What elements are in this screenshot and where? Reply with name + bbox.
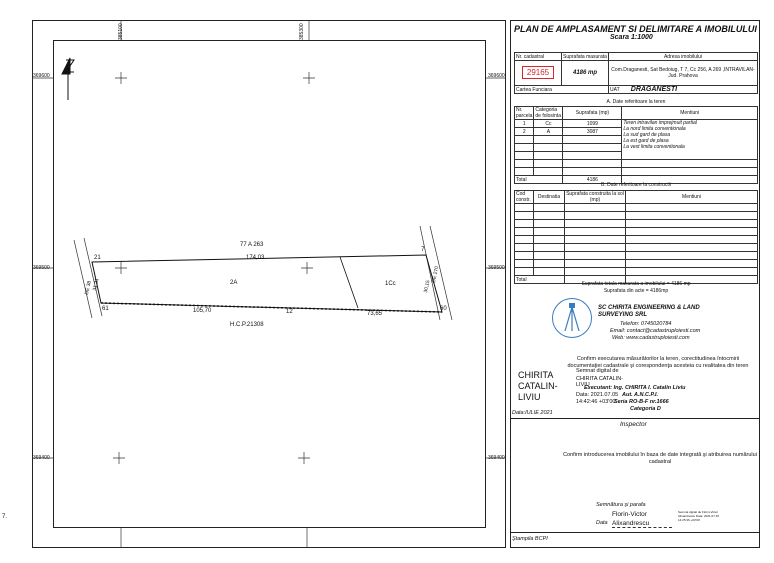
construction-table [514,190,758,284]
a-note: La vest limita conventionala [623,144,685,150]
point-12: 12 [286,309,293,315]
right-coord-top: 369600 [488,73,505,79]
section-b-title: B. Date referitoare la constructii [600,182,672,188]
measured-total: Suprafata totala masurata a imobilului = 4186 mp [581,281,691,287]
north-arrow-icon [62,58,74,100]
a-note: La sud gard de plasa [623,132,671,138]
road-right-label: DE 270 [431,265,441,284]
stamp-divider [510,532,760,533]
executant-signature-name: CHIRITA CATALIN-LIVIU [518,370,558,402]
land-data-table [514,106,758,184]
point-21: 21 [94,255,101,261]
b-header-dest: Destinatia [534,191,565,204]
sig-small-2: CHIRITA CATALIN-LIVIU [576,376,624,388]
parcel-zone-cc: 1Cc [385,281,396,287]
cf-label: Cartea Funciara [515,86,609,94]
bottom-len-right: 73,65 [367,311,383,317]
right-coord-bot: 369400 [488,455,505,461]
left-coord-top: 369600 [33,73,50,79]
company-phone: Telefon: 0745020784 [620,321,672,327]
col-surface: Suprafata masurata [563,53,607,60]
sig-time: 14:42:46 +03'00' [576,399,617,405]
section-a-title: A. Date referitoare la teren [606,99,666,105]
a-total-label: Total [515,176,563,184]
table-row: 1 Cc 1099 Teren intravilan imprejmuit partial La nord limita conventionala La sud gard de plasa La est gard de plasa La vest limita conventionala [515,120,758,128]
company-logo [552,298,592,338]
a-header-cat: Categoria de folosinta [535,107,561,119]
point-7: 7 [421,247,425,253]
a-header-ment: Mentiuni [622,107,758,120]
b-header-cod: Cod constr. [515,191,534,204]
parcel-top-label: 77 A 263 [240,242,264,248]
uat-value: DRAGANESTI [630,85,678,93]
a-header-nr: Nr. parcela [516,107,533,119]
b-header-sup: Suprafata construita la sol (mp) [566,191,624,203]
table-row: 2 A 3087 [515,128,758,136]
a-note: Teren intravilan imprejmuit partial [623,120,697,126]
sig-small-1: Semnat digital de [576,368,619,374]
panel-title: PLAN DE AMPLASAMENT SI DELIMITARE A IMOBILULUI [514,24,757,34]
surface-value: 4186 mp [562,61,609,86]
executant: Executant: Ing. CHIRITA I. Catalin Liviu [584,385,686,391]
inspector-signature-name: Florin-Victor Alixandrescu [612,511,650,527]
parcel-zone-a: 2A [230,280,238,286]
uat-label: UAT [610,86,620,93]
date-label: Data:IULIE 2021 [512,410,553,416]
company-name: SC CHIRITA ENGINEERING & LAND SURVEYING SRL [598,305,700,318]
parcel-left-length: 31,31 [92,277,101,292]
grid-crosses [113,72,315,464]
surveyor-icon [553,299,591,337]
a-total-value: 4186 [563,176,622,184]
a-note: La est gard de plasa [623,138,669,144]
col-cadastral: Nr. cadastral [515,53,562,61]
confirm-text: Confirm executarea măsurătorilor la teren, corectitudinea întocmirii documentaţiei cadastrale şi corespondenţa acesteia cu realitatea din teren [567,356,749,369]
categoria: Categoria D [630,406,661,412]
data-line [612,527,672,528]
road-left-label: DE 38 [84,280,93,296]
inspector-text: Confirm introducerea imobilului în baza de date integrată şi atribuirea numărului cadastral [563,452,757,465]
stamp-label: Ştampila BCPI [512,536,548,542]
data-label: Data [596,520,608,526]
inspector-title: Inspector [620,421,647,428]
bottom-len-left: 105,70 [193,308,212,314]
inspector-divider [510,418,760,419]
a-header-sup: Suprafata (mp) [563,107,622,120]
company-email: Email: contact@cadastruploiesti.com [610,328,701,334]
top-coord-left: 385100 [118,23,124,40]
top-coord-right: 385300 [299,23,305,40]
left-coord-bot: 369400 [33,455,50,461]
parcel-top-length: 174,03 [246,255,265,261]
cadastral-number: 29165 [522,66,554,79]
inspector-small: Semnat digital de Florin-Victor Alixandrescu Data: 2021.07.15 14:25:36 +03'00' [678,510,720,522]
address-value: Com.Draganesti, Sat Bedoiug, T 7, Cc 256, A 269 ,INTRAVILAN- Jud. Prahova [609,61,758,86]
a-note: La nord limita conventionala [623,126,686,132]
panel-scale: Scara 1:1000 [610,34,653,41]
hcp-label: H.C.P.21308 [230,322,264,328]
point-60: 60 [440,306,447,312]
aut: Aut. A.N.C.P.I. [622,392,659,398]
cadastral-header-table [514,52,758,94]
company-web: Web: www.cadastruploiesti.com [612,335,690,341]
act-total: Suprafata din acte = 4186mp [603,288,669,294]
sig-parafa: Semnătura şi parafa [596,502,646,508]
b-header-ment: Mentiuni [626,191,758,204]
side-mark: 7. [2,514,8,520]
serie: Seria RO-B-F nr.1666 [614,399,669,405]
parcel-right-length: 30,15 [423,279,432,294]
point-61: 61 [102,306,109,312]
col-address: Adresa imobilului [609,53,758,61]
sig-date: Data: 2021.07.05 [576,392,619,398]
b-total-label: Total [515,276,565,284]
